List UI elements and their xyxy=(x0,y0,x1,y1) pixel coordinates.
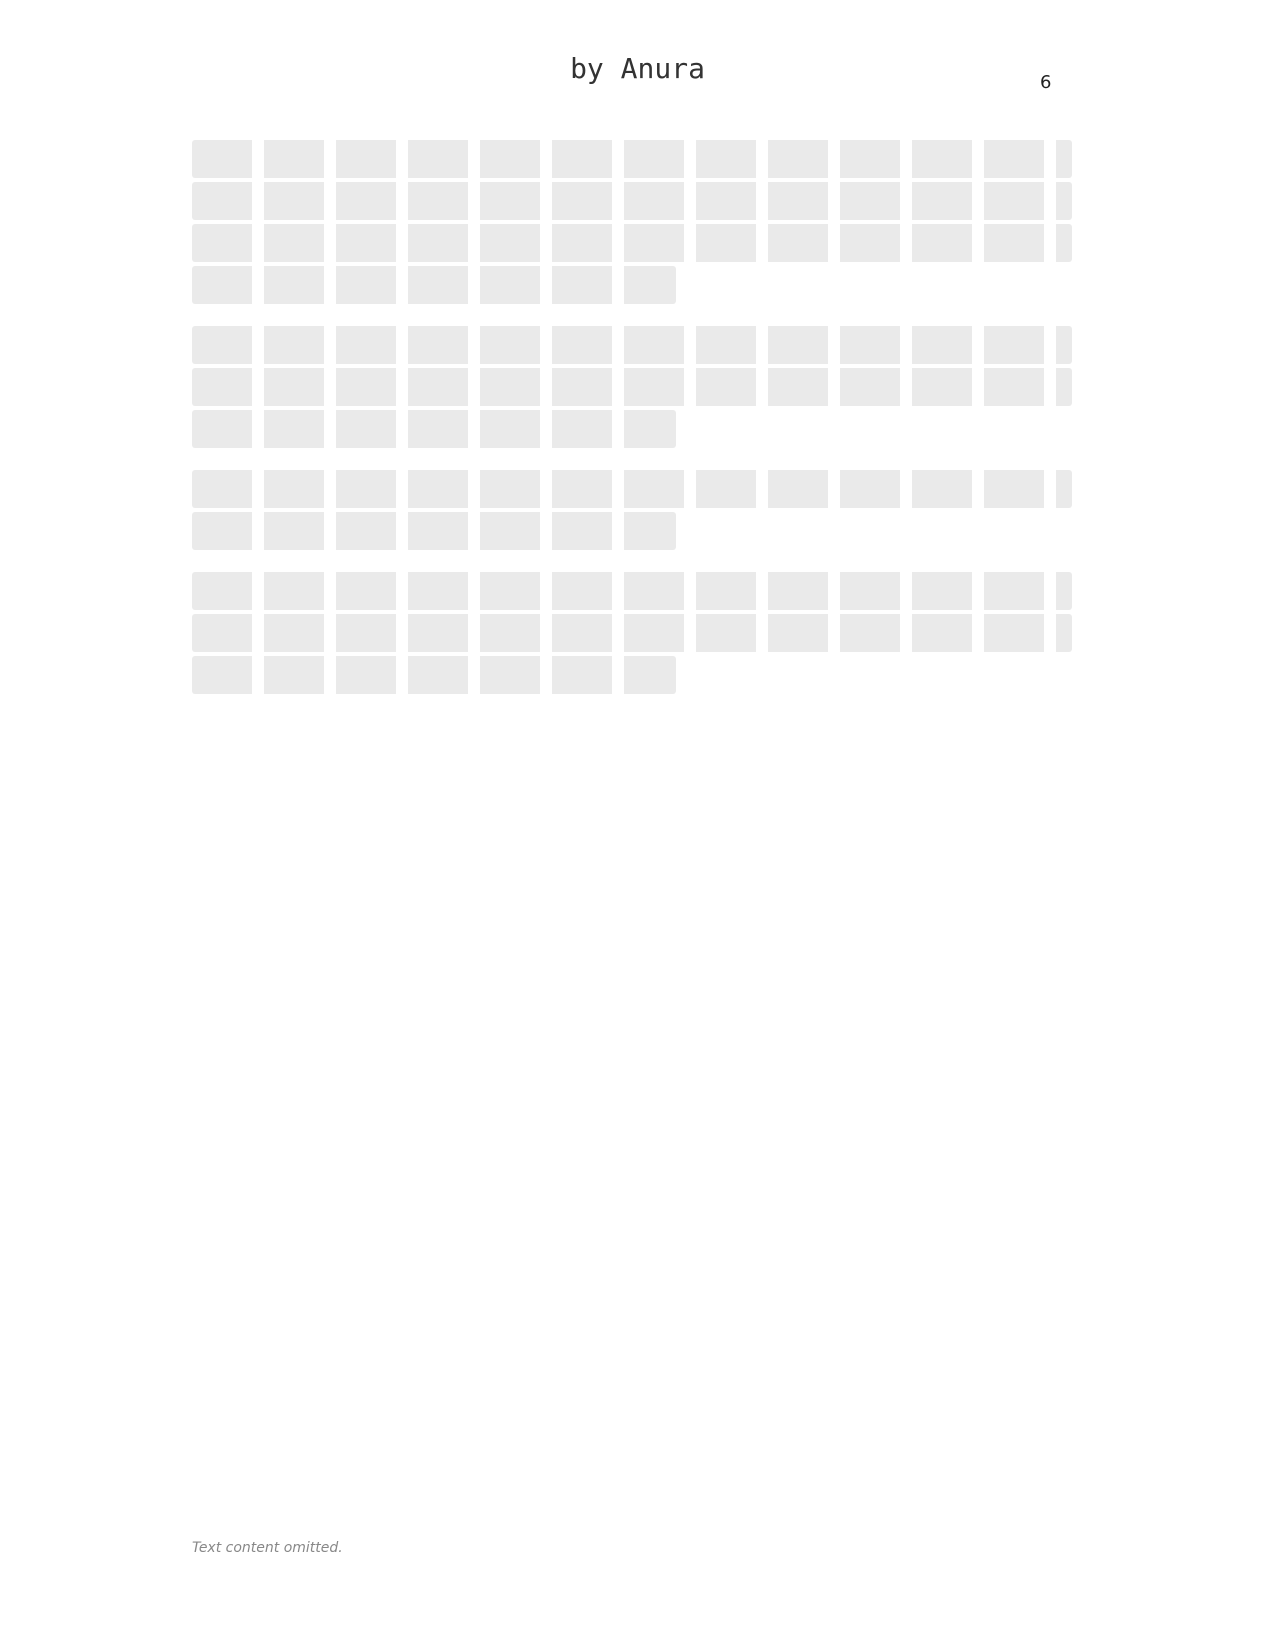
paragraph-placeholder xyxy=(192,140,1072,304)
document-body xyxy=(192,140,1072,716)
omission-notice: Text content omitted. xyxy=(192,1540,343,1556)
page-header: by Anura xyxy=(570,52,705,85)
page-number: 6 xyxy=(1040,72,1052,93)
paragraph-placeholder xyxy=(192,326,1072,448)
paragraph-placeholder xyxy=(192,470,1072,550)
paragraph-placeholder xyxy=(192,572,1072,694)
